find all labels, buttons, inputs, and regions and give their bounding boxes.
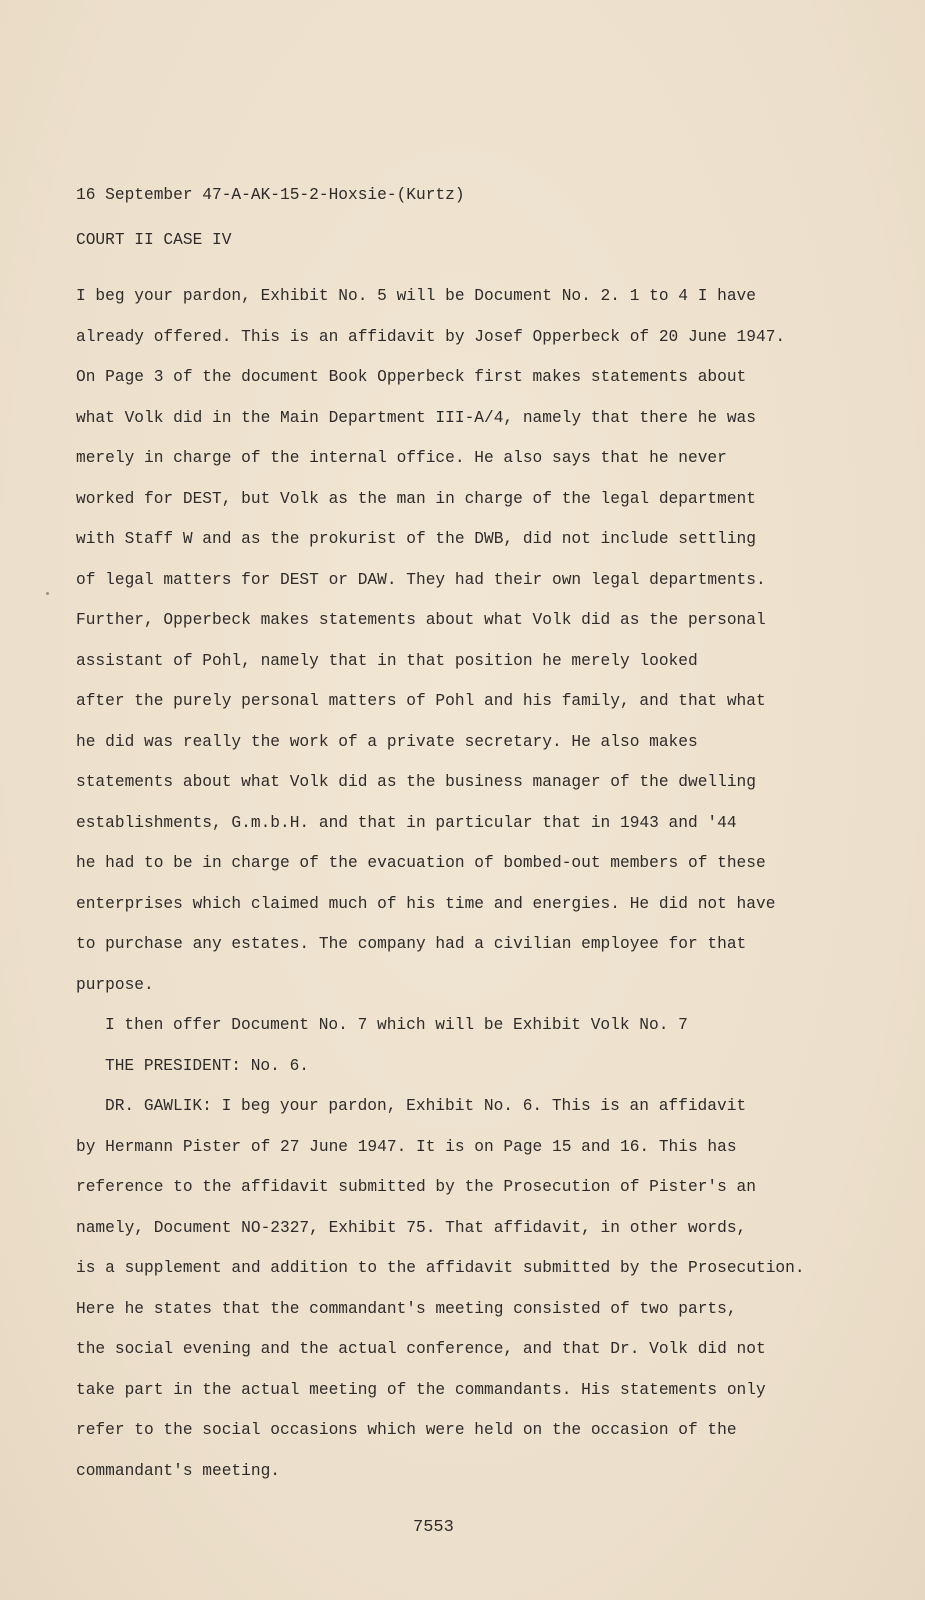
body-line: worked for DEST, but Volk as the man in charge of the legal department bbox=[76, 490, 756, 508]
body-line: assistant of Pohl, namely that in that position he merely looked bbox=[76, 652, 698, 670]
body-line: already offered. This is an affidavit by Josef Opperbeck of 20 June 1947. bbox=[76, 328, 786, 346]
body-line: by Hermann Pister of 27 June 1947. It is on Page 15 and 16. This has bbox=[76, 1138, 737, 1156]
body-line: I beg your pardon, Exhibit No. 5 will be Document No. 2. 1 to 4 I have bbox=[76, 287, 756, 305]
date-reference-line: 16 September 47-A-AK-15-2-Hoxsie-(Kurtz) bbox=[76, 186, 465, 204]
body-line: refer to the social occasions which were held on the occasion of the bbox=[76, 1421, 737, 1439]
body-line: On Page 3 of the document Book Opperbeck first makes statements about bbox=[76, 368, 747, 386]
body-line: to purchase any estates. The company had a civilian employee for that bbox=[76, 935, 747, 953]
indented-line: I then offer Document No. 7 which will be Exhibit Volk No. 7 bbox=[105, 1016, 688, 1034]
page-number: 7553 bbox=[413, 1518, 454, 1537]
indented-line: THE PRESIDENT: No. 6. bbox=[105, 1057, 309, 1075]
body-line: establishments, G.m.b.H. and that in particular that in 1943 and '44 bbox=[76, 814, 737, 832]
body-line: after the purely personal matters of Pohl and his family, and that what bbox=[76, 692, 766, 710]
body-line: enterprises which claimed much of his time and energies. He did not have bbox=[76, 895, 776, 913]
court-case-line: COURT II CASE IV bbox=[76, 231, 232, 249]
body-line: take part in the actual meeting of the commandants. His statements only bbox=[76, 1381, 766, 1399]
margin-mark bbox=[46, 592, 49, 595]
body-line: he had to be in charge of the evacuation of bombed-out members of these bbox=[76, 854, 766, 872]
body-line: purpose. bbox=[76, 976, 154, 994]
body-line: Further, Opperbeck makes statements about what Volk did as the personal bbox=[76, 611, 766, 629]
body-line: reference to the affidavit submitted by the Prosecution of Pister's an bbox=[76, 1178, 756, 1196]
body-line: the social evening and the actual conference, and that Dr. Volk did not bbox=[76, 1340, 766, 1358]
body-line: Here he states that the commandant's meeting consisted of two parts, bbox=[76, 1300, 737, 1318]
body-line: of legal matters for DEST or DAW. They had their own legal departments. bbox=[76, 571, 766, 589]
body-line: he did was really the work of a private secretary. He also makes bbox=[76, 733, 698, 751]
body-line: merely in charge of the internal office. He also says that he never bbox=[76, 449, 727, 467]
body-line: statements about what Volk did as the business manager of the dwelling bbox=[76, 773, 756, 791]
body-line: with Staff W and as the prokurist of the DWB, did not include settling bbox=[76, 530, 756, 548]
indented-line: DR. GAWLIK: I beg your pardon, Exhibit No. 6. This is an affidavit bbox=[105, 1097, 747, 1115]
body-line: is a supplement and addition to the affidavit submitted by the Prosecution. bbox=[76, 1259, 805, 1277]
body-line: namely, Document NO-2327, Exhibit 75. That affidavit, in other words, bbox=[76, 1219, 747, 1237]
body-line: commandant's meeting. bbox=[76, 1462, 280, 1480]
body-line: what Volk did in the Main Department III-A/4, namely that there he was bbox=[76, 409, 756, 427]
